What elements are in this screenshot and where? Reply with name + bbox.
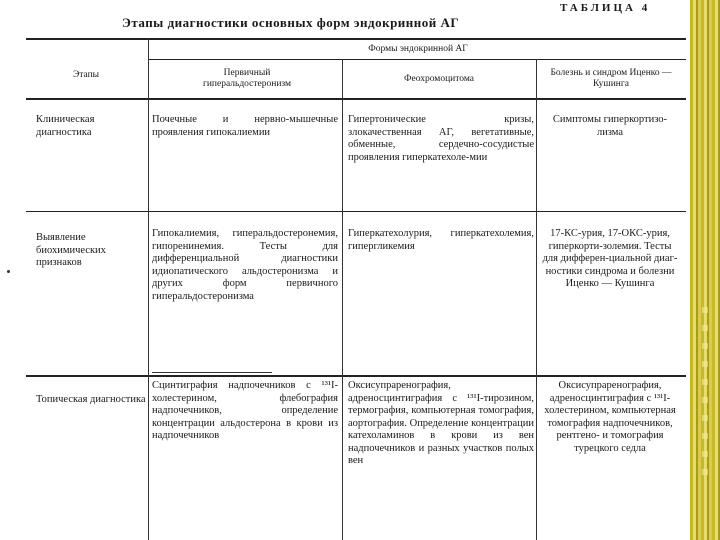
stripe-pattern: ▪ ▪ ▪ ▪ ▪ ▪ ▪ ▪ ▪ ▪: [700, 302, 710, 478]
header-col1: Первичный гиперальдостеронизм: [202, 68, 292, 89]
header-col3: Болезнь и синдром Иценко — Кушинга: [550, 68, 672, 89]
row2-col1: Гипокалиемия, гиперальдостеронемия, гипоренинемия. Тесты для дифференциальной диагностики идиопатического альдостеронизма и других форм первичного гиперальдостеронизма: [152, 228, 338, 302]
rule-header-bottom: [26, 98, 686, 100]
row1-col2: Гипертонические кризы, злокачественная АГ, вегетативные, обменные, сердечно-сосудистые проявления гиперкатехоле-мии: [348, 114, 534, 163]
row1-col1: Почечные и нервно-мышечные проявления гипокалиемии: [152, 114, 338, 138]
row3-stage: Топическая диагностика: [36, 394, 146, 405]
header-forms: Формы эндокринной АГ: [368, 44, 468, 54]
decorative-side-stripe: [690, 0, 720, 540]
row1-col3: Симптомы гиперкортизо-лизма: [552, 114, 668, 138]
rule-top: [26, 38, 686, 40]
table-number: ТАБЛИЦА 4: [560, 2, 651, 14]
rule-row1-bottom: [26, 211, 686, 212]
header-col2: Феохромоцитома: [404, 74, 474, 84]
header-stages: Этапы: [72, 70, 100, 80]
row3-col3: Оксисупраренография, адреносцинтиграфия с ¹³¹I-холестерином, компьютерная томография надпочечников, рентгено- и томография турецкого седла: [544, 380, 676, 454]
col-divider-3: [536, 59, 537, 540]
row1-stage: Клиническая диагностика: [36, 114, 95, 138]
rule-row2-bottom: [26, 375, 686, 377]
col-divider-1: [148, 38, 149, 540]
row2-col1-end-dash: [152, 372, 272, 373]
table-title: Этапы диагностики основных форм эндокринной АГ: [122, 15, 460, 30]
row2-stage: Выявление биохимических признаков: [36, 232, 106, 268]
row2-col2: Гиперкатехолурия, гиперкатехолемия, гипергликемия: [348, 228, 534, 252]
col-divider-2: [342, 59, 343, 540]
row3-col1: Сцинтиграфия надпочечников с ¹³¹I-холестерином, флебография надпочечников, определение концентрации альдостерона в крови из надпочечников: [152, 380, 338, 441]
margin-dot: [7, 270, 10, 273]
row2-col3: 17-КС-урия, 17-ОКС-урия, гиперкорти-золемия. Тесты для дифферен-циальной диаг-ностики синдрома и болезни Иценко — Кушинга: [542, 228, 678, 289]
rule-forms: [148, 59, 686, 60]
row3-col2: Оксисупраренография, адреносцинтиграфия с ¹³¹I-тирозином, термография, компьютерная томография, аортография. Определение концентрации катехоламинов в крови из вен надпочечников и разных участков полых вен: [348, 380, 534, 466]
